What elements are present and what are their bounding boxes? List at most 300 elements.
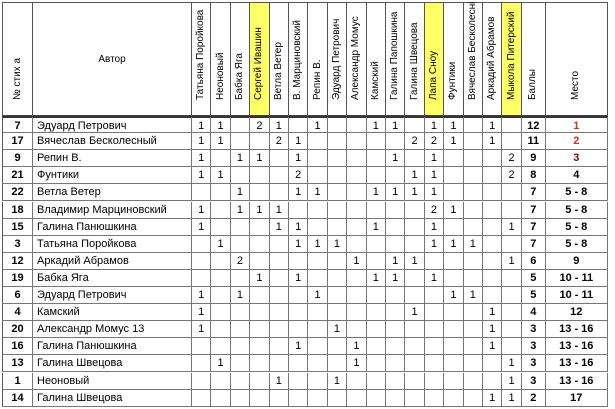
vote-cell bbox=[502, 116, 521, 133]
vote-cell bbox=[192, 184, 211, 201]
vote-cell bbox=[405, 355, 424, 372]
row-num: 14 bbox=[2, 390, 33, 407]
vote-cell bbox=[444, 321, 463, 338]
vote-cell bbox=[405, 116, 424, 133]
vote-cell bbox=[270, 270, 289, 287]
row-place: 13 - 16 bbox=[546, 321, 608, 338]
vote-cell bbox=[289, 321, 308, 338]
vote-cell bbox=[211, 150, 230, 167]
vote-cell bbox=[405, 219, 424, 236]
vote-cell: 1 bbox=[405, 304, 424, 321]
row-score: 5 bbox=[522, 287, 546, 304]
vote-cell: 1 bbox=[289, 150, 308, 167]
row-author: Галина Панюшкина bbox=[33, 338, 192, 355]
vote-cell: 1 bbox=[192, 321, 211, 338]
vote-cell: 1 bbox=[250, 150, 269, 167]
row-num: 19 bbox=[2, 270, 33, 287]
vote-cell: 1 bbox=[444, 133, 463, 150]
vote-cell bbox=[308, 304, 327, 321]
vote-cell bbox=[464, 270, 483, 287]
vote-cell bbox=[250, 219, 269, 236]
vote-cell bbox=[464, 304, 483, 321]
vote-cell bbox=[483, 253, 502, 270]
vote-cell bbox=[464, 373, 483, 390]
header-judge bbox=[425, 2, 444, 116]
vote-cell bbox=[289, 304, 308, 321]
vote-cell: 1 bbox=[308, 236, 327, 253]
vote-cell bbox=[328, 270, 347, 287]
row-place: 4 bbox=[546, 167, 608, 184]
vote-cell bbox=[270, 355, 289, 372]
vote-cell: 2 bbox=[502, 167, 521, 184]
vote-cell bbox=[328, 150, 347, 167]
row-place: 10 - 11 bbox=[546, 270, 608, 287]
row-num: 21 bbox=[2, 167, 33, 184]
row-place: 3 bbox=[546, 150, 608, 167]
header-judge bbox=[211, 2, 230, 116]
vote-cell bbox=[502, 287, 521, 304]
vote-cell bbox=[308, 355, 327, 372]
row-author: Эдуард Петрович bbox=[33, 287, 192, 304]
header-judge bbox=[347, 2, 366, 116]
vote-cell bbox=[464, 390, 483, 407]
vote-cell bbox=[347, 184, 366, 201]
vote-cell: 1 bbox=[502, 219, 521, 236]
vote-cell: 1 bbox=[211, 236, 230, 253]
vote-cell bbox=[386, 287, 405, 304]
vote-cell: 2 bbox=[270, 133, 289, 150]
row-score: 6 bbox=[522, 253, 546, 270]
vote-cell bbox=[464, 321, 483, 338]
vote-cell bbox=[289, 116, 308, 133]
vote-cell bbox=[270, 236, 289, 253]
vote-cell bbox=[386, 304, 405, 321]
vote-cell bbox=[347, 287, 366, 304]
vote-cell: 1 bbox=[483, 133, 502, 150]
vote-cell: 1 bbox=[211, 133, 230, 150]
vote-cell: 1 bbox=[425, 236, 444, 253]
vote-cell bbox=[464, 338, 483, 355]
row-num: 4 bbox=[2, 304, 33, 321]
vote-cell bbox=[444, 184, 463, 201]
row-author: Фунтики bbox=[33, 167, 192, 184]
row-place: 9 bbox=[546, 253, 608, 270]
row-num: 7 bbox=[2, 116, 33, 133]
vote-cell bbox=[231, 338, 250, 355]
vote-cell bbox=[367, 390, 386, 407]
vote-cell: 1 bbox=[308, 184, 327, 201]
vote-cell bbox=[483, 373, 502, 390]
vote-cell bbox=[308, 270, 327, 287]
vote-cell: 1 bbox=[425, 270, 444, 287]
vote-cell bbox=[483, 355, 502, 372]
row-author: Галина Панюшкина bbox=[33, 219, 192, 236]
vote-cell: 2 bbox=[425, 133, 444, 150]
vote-cell bbox=[211, 304, 230, 321]
vote-cell bbox=[483, 219, 502, 236]
vote-cell: 1 bbox=[211, 167, 230, 184]
vote-cell bbox=[347, 236, 366, 253]
vote-cell: 1 bbox=[231, 202, 250, 219]
row-score: 12 bbox=[522, 116, 546, 133]
vote-cell bbox=[308, 167, 327, 184]
vote-cell bbox=[289, 390, 308, 407]
vote-cell: 1 bbox=[231, 287, 250, 304]
vote-cell bbox=[425, 355, 444, 372]
row-score: 3 bbox=[522, 373, 546, 390]
vote-cell: 1 bbox=[425, 116, 444, 133]
vote-cell bbox=[328, 253, 347, 270]
row-score: 3 bbox=[522, 355, 546, 372]
vote-cell: 1 bbox=[502, 253, 521, 270]
vote-cell bbox=[405, 373, 424, 390]
vote-cell: 1 bbox=[502, 390, 521, 407]
vote-cell: 1 bbox=[425, 184, 444, 201]
vote-cell bbox=[347, 202, 366, 219]
vote-cell: 1 bbox=[289, 236, 308, 253]
judge-name: Ветла Ветер bbox=[272, 42, 284, 100]
row-place: 5 - 8 bbox=[546, 202, 608, 219]
judge-name: Аркадий Абрамов bbox=[486, 16, 498, 100]
vote-cell bbox=[328, 219, 347, 236]
vote-cell bbox=[386, 202, 405, 219]
vote-cell bbox=[308, 390, 327, 407]
vote-cell: 1 bbox=[483, 116, 502, 133]
vote-cell bbox=[308, 321, 327, 338]
row-num: 9 bbox=[2, 150, 33, 167]
vote-cell bbox=[192, 338, 211, 355]
vote-cell: 1 bbox=[328, 236, 347, 253]
vote-cell bbox=[308, 253, 327, 270]
vote-cell bbox=[250, 184, 269, 201]
vote-cell bbox=[502, 236, 521, 253]
row-num: 3 bbox=[2, 236, 33, 253]
vote-cell bbox=[231, 116, 250, 133]
vote-cell: 1 bbox=[444, 236, 463, 253]
vote-cell bbox=[444, 270, 463, 287]
vote-cell bbox=[250, 321, 269, 338]
vote-cell bbox=[211, 253, 230, 270]
judge-name: Камский bbox=[369, 61, 381, 100]
vote-cell: 1 bbox=[211, 355, 230, 372]
row-score: 5 bbox=[522, 270, 546, 287]
header-num bbox=[2, 2, 33, 116]
vote-cell bbox=[211, 321, 230, 338]
vote-cell bbox=[289, 355, 308, 372]
vote-cell: 1 bbox=[347, 355, 366, 372]
vote-cell bbox=[367, 167, 386, 184]
vote-cell bbox=[270, 321, 289, 338]
vote-cell: 1 bbox=[386, 150, 405, 167]
vote-cell: 1 bbox=[425, 219, 444, 236]
vote-cell bbox=[425, 253, 444, 270]
vote-cell bbox=[308, 338, 327, 355]
vote-cell bbox=[444, 338, 463, 355]
vote-cell bbox=[347, 390, 366, 407]
row-place: 5 - 8 bbox=[546, 184, 608, 201]
judge-name: Неоновый bbox=[214, 52, 226, 100]
vote-cell bbox=[308, 150, 327, 167]
vote-cell bbox=[386, 133, 405, 150]
vote-cell: 1 bbox=[289, 133, 308, 150]
vote-cell: 1 bbox=[289, 270, 308, 287]
vote-cell bbox=[444, 355, 463, 372]
vote-cell bbox=[192, 373, 211, 390]
vote-cell bbox=[328, 287, 347, 304]
vote-cell bbox=[425, 321, 444, 338]
row-author: Владимир Марциновский bbox=[33, 202, 192, 219]
vote-cell bbox=[464, 133, 483, 150]
vote-cell bbox=[192, 355, 211, 372]
vote-cell bbox=[405, 321, 424, 338]
row-num: 13 bbox=[2, 355, 33, 372]
header-place-label: Место bbox=[570, 70, 582, 100]
row-place: 13 - 16 bbox=[546, 355, 608, 372]
vote-cell: 1 bbox=[367, 270, 386, 287]
vote-cell bbox=[347, 133, 366, 150]
vote-cell: 1 bbox=[367, 184, 386, 201]
vote-cell: 1 bbox=[231, 150, 250, 167]
vote-cell bbox=[289, 202, 308, 219]
vote-cell bbox=[405, 270, 424, 287]
vote-cell bbox=[289, 373, 308, 390]
vote-cell bbox=[347, 167, 366, 184]
vote-cell: 2 bbox=[425, 202, 444, 219]
vote-cell bbox=[328, 202, 347, 219]
vote-cell bbox=[250, 167, 269, 184]
row-place: 2 bbox=[546, 133, 608, 150]
row-score: 8 bbox=[522, 167, 546, 184]
row-place: 17 bbox=[546, 390, 608, 407]
vote-cell bbox=[483, 202, 502, 219]
vote-cell bbox=[464, 355, 483, 372]
header-judge bbox=[367, 2, 386, 116]
vote-cell bbox=[231, 167, 250, 184]
vote-cell bbox=[250, 304, 269, 321]
row-place: 5 - 8 bbox=[546, 236, 608, 253]
header-judge bbox=[405, 2, 424, 116]
vote-cell bbox=[464, 202, 483, 219]
vote-cell: 1 bbox=[328, 373, 347, 390]
vote-cell bbox=[347, 270, 366, 287]
vote-cell bbox=[250, 133, 269, 150]
vote-cell: 1 bbox=[386, 270, 405, 287]
row-num: 12 bbox=[2, 253, 33, 270]
vote-cell bbox=[250, 338, 269, 355]
vote-cell bbox=[405, 150, 424, 167]
vote-cell: 1 bbox=[289, 219, 308, 236]
vote-cell bbox=[192, 253, 211, 270]
vote-cell bbox=[270, 184, 289, 201]
vote-cell: 1 bbox=[483, 338, 502, 355]
vote-cell: 1 bbox=[211, 116, 230, 133]
vote-cell: 1 bbox=[328, 321, 347, 338]
row-num: 6 bbox=[2, 287, 33, 304]
vote-cell: 1 bbox=[444, 116, 463, 133]
judge-name: В. Марциновский bbox=[292, 20, 304, 100]
vote-cell bbox=[464, 150, 483, 167]
vote-cell bbox=[328, 338, 347, 355]
vote-cell: 1 bbox=[250, 270, 269, 287]
row-num: 20 bbox=[2, 321, 33, 338]
vote-cell: 1 bbox=[483, 304, 502, 321]
vote-cell bbox=[211, 287, 230, 304]
vote-cell bbox=[211, 390, 230, 407]
vote-cell: 1 bbox=[367, 116, 386, 133]
vote-cell bbox=[502, 321, 521, 338]
vote-cell: 1 bbox=[386, 116, 405, 133]
row-author: Ветла Ветер bbox=[33, 184, 192, 201]
vote-cell: 1 bbox=[502, 373, 521, 390]
vote-cell bbox=[444, 373, 463, 390]
row-author: Камский bbox=[33, 304, 192, 321]
vote-cell bbox=[367, 133, 386, 150]
row-author: Галина Швецова bbox=[33, 390, 192, 407]
vote-cell bbox=[483, 150, 502, 167]
vote-cell bbox=[483, 236, 502, 253]
header-judge bbox=[250, 2, 269, 116]
vote-cell bbox=[231, 270, 250, 287]
header-judge bbox=[444, 2, 463, 116]
judge-name: Репин В. bbox=[311, 59, 323, 100]
row-score: 3 bbox=[522, 338, 546, 355]
vote-cell bbox=[347, 304, 366, 321]
vote-cell bbox=[211, 270, 230, 287]
vote-cell bbox=[347, 321, 366, 338]
vote-cell bbox=[483, 270, 502, 287]
row-num: 22 bbox=[2, 184, 33, 201]
vote-cell bbox=[367, 373, 386, 390]
row-place: 12 bbox=[546, 304, 608, 321]
vote-cell bbox=[405, 287, 424, 304]
row-place: 5 - 8 bbox=[546, 219, 608, 236]
vote-cell: 2 bbox=[405, 133, 424, 150]
vote-cell: 1 bbox=[444, 287, 463, 304]
vote-cell: 1 bbox=[250, 202, 269, 219]
vote-cell bbox=[444, 253, 463, 270]
row-author: Репин В. bbox=[33, 150, 192, 167]
vote-cell: 1 bbox=[270, 116, 289, 133]
header-judge bbox=[289, 2, 308, 116]
row-place: 13 - 16 bbox=[546, 373, 608, 390]
vote-cell bbox=[405, 390, 424, 407]
vote-cell bbox=[328, 304, 347, 321]
vote-cell bbox=[250, 355, 269, 372]
header-place bbox=[546, 2, 608, 116]
row-place: 1 bbox=[546, 116, 608, 133]
vote-cell bbox=[483, 184, 502, 201]
vote-cell bbox=[308, 133, 327, 150]
vote-cell bbox=[231, 219, 250, 236]
header-score-label: Баллы bbox=[527, 69, 539, 100]
judge-name: Лапа Сноу bbox=[427, 50, 439, 100]
judge-name: Фунтики bbox=[447, 61, 459, 100]
header-judge bbox=[270, 2, 289, 116]
row-author: Эдуард Петрович bbox=[33, 116, 192, 133]
row-author: Аркадий Абрамов bbox=[33, 253, 192, 270]
vote-cell: 1 bbox=[347, 338, 366, 355]
row-author: Галина Швецова bbox=[33, 355, 192, 372]
row-author: Татьяна Поройкова bbox=[33, 236, 192, 253]
vote-cell bbox=[211, 373, 230, 390]
vote-cell: 2 bbox=[289, 167, 308, 184]
vote-cell bbox=[347, 116, 366, 133]
vote-cell bbox=[425, 304, 444, 321]
vote-cell bbox=[231, 321, 250, 338]
header-judge bbox=[464, 2, 483, 116]
vote-cell bbox=[464, 253, 483, 270]
row-score: 7 bbox=[522, 219, 546, 236]
vote-cell: 1 bbox=[192, 202, 211, 219]
vote-cell: 1 bbox=[192, 304, 211, 321]
row-score: 11 bbox=[522, 133, 546, 150]
vote-cell bbox=[367, 202, 386, 219]
vote-cell bbox=[211, 202, 230, 219]
vote-cell: 1 bbox=[192, 219, 211, 236]
vote-cell bbox=[289, 253, 308, 270]
vote-cell bbox=[367, 304, 386, 321]
row-author: Бабка Яга bbox=[33, 270, 192, 287]
vote-cell bbox=[250, 253, 269, 270]
vote-cell bbox=[502, 133, 521, 150]
row-num: 17 bbox=[2, 133, 33, 150]
vote-cell bbox=[192, 390, 211, 407]
judge-name: Татьяна Поройкова bbox=[195, 9, 207, 100]
vote-cell: 1 bbox=[405, 253, 424, 270]
vote-cell bbox=[502, 184, 521, 201]
vote-cell bbox=[250, 390, 269, 407]
vote-cell: 2 bbox=[502, 150, 521, 167]
vote-cell bbox=[502, 202, 521, 219]
vote-cell bbox=[464, 116, 483, 133]
vote-cell: 1 bbox=[192, 167, 211, 184]
judge-name: Александр Момус bbox=[350, 16, 362, 100]
vote-cell bbox=[270, 287, 289, 304]
vote-cell bbox=[444, 390, 463, 407]
vote-cell bbox=[367, 236, 386, 253]
header-num-label: № стих а bbox=[11, 57, 23, 100]
vote-cell bbox=[386, 355, 405, 372]
judge-name: Сергей Ивашин bbox=[253, 27, 265, 100]
header-judge bbox=[192, 2, 211, 116]
vote-cell: 1 bbox=[289, 184, 308, 201]
vote-cell bbox=[347, 219, 366, 236]
vote-cell: 1 bbox=[386, 253, 405, 270]
vote-cell bbox=[347, 150, 366, 167]
vote-cell bbox=[386, 390, 405, 407]
header-judge bbox=[386, 2, 405, 116]
vote-cell bbox=[308, 373, 327, 390]
vote-cell bbox=[444, 167, 463, 184]
vote-cell bbox=[328, 133, 347, 150]
vote-cell: 1 bbox=[270, 202, 289, 219]
header-author: Автор bbox=[33, 2, 192, 116]
row-score: 7 bbox=[522, 236, 546, 253]
vote-cell bbox=[464, 219, 483, 236]
vote-cell: 1 bbox=[270, 219, 289, 236]
vote-cell bbox=[405, 236, 424, 253]
vote-cell bbox=[289, 287, 308, 304]
row-place: 13 - 16 bbox=[546, 338, 608, 355]
vote-cell: 1 bbox=[192, 133, 211, 150]
vote-cell: 1 bbox=[347, 253, 366, 270]
vote-cell bbox=[250, 287, 269, 304]
vote-cell: 1 bbox=[483, 321, 502, 338]
vote-cell bbox=[502, 304, 521, 321]
judge-name: Галина Папошкина bbox=[389, 11, 401, 100]
vote-cell bbox=[231, 304, 250, 321]
vote-cell bbox=[425, 373, 444, 390]
